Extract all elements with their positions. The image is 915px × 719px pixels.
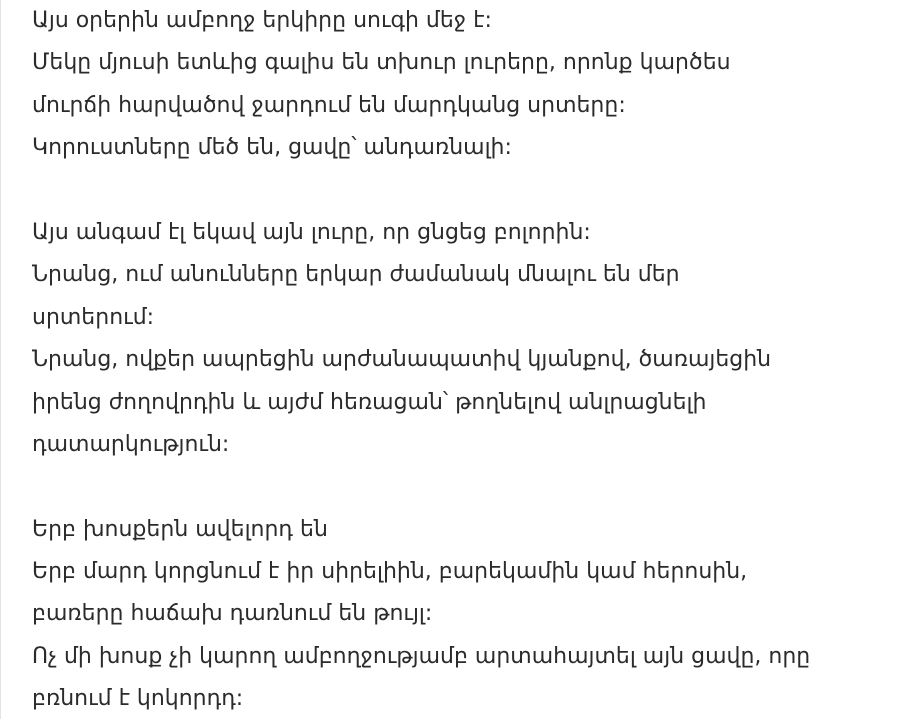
text-line: Կորուստները մեծ են, ցավը՝ անդառնալի: bbox=[32, 135, 512, 161]
section-heading: Երբ խոսքերն ավելորդ են bbox=[32, 516, 328, 542]
text-line: սրտերում: bbox=[32, 304, 155, 330]
text-line: Մեկը մյուսի ետևից գալիս են տխուր լուրերը, որոնք կարծես bbox=[32, 50, 731, 76]
paragraph-2 bbox=[32, 212, 902, 466]
text-line: բառերը հաճախ դառնում են թույլ: bbox=[32, 601, 433, 627]
text-line: Ոչ մի խոսք չի կարող ամբողջությամբ արտահայտել այն ցավը, որը bbox=[32, 643, 811, 669]
text-line: Այս անգամ էլ եկավ այն լուրը, որ ցնցեց բոլորին: bbox=[32, 219, 591, 245]
document-body bbox=[32, 0, 902, 719]
paragraph-3 bbox=[32, 509, 902, 719]
text-line: Այս օրերին ամբողջ երկիրը սուգի մեջ է: bbox=[32, 8, 492, 33]
text-line: բռնում է կոկորդդ: bbox=[32, 686, 244, 712]
text-line: իրենց ժողովրդին և այժմ հեռացան՝ թողնելով անլրացնելի bbox=[32, 389, 707, 415]
text-line: Նրանց, ում անունները երկար ժամանակ մնալու են մեր bbox=[32, 262, 680, 288]
paragraph-spacer bbox=[32, 466, 902, 508]
text-line: դատարկություն: bbox=[32, 431, 230, 457]
paragraph-spacer bbox=[32, 170, 902, 212]
paragraph-1 bbox=[32, 0, 902, 170]
text-line: մուրճի հարվածով ջարդում են մարդկանց սրտերը: bbox=[32, 92, 626, 118]
text-line: Նրանց, ովքեր ապրեցին արժանապատիվ կյանքով, ծառայեցին bbox=[32, 347, 772, 373]
text-line: Երբ մարդ կորցնում է իր սիրելիին, բարեկամին կամ հերոսին, bbox=[32, 559, 748, 585]
